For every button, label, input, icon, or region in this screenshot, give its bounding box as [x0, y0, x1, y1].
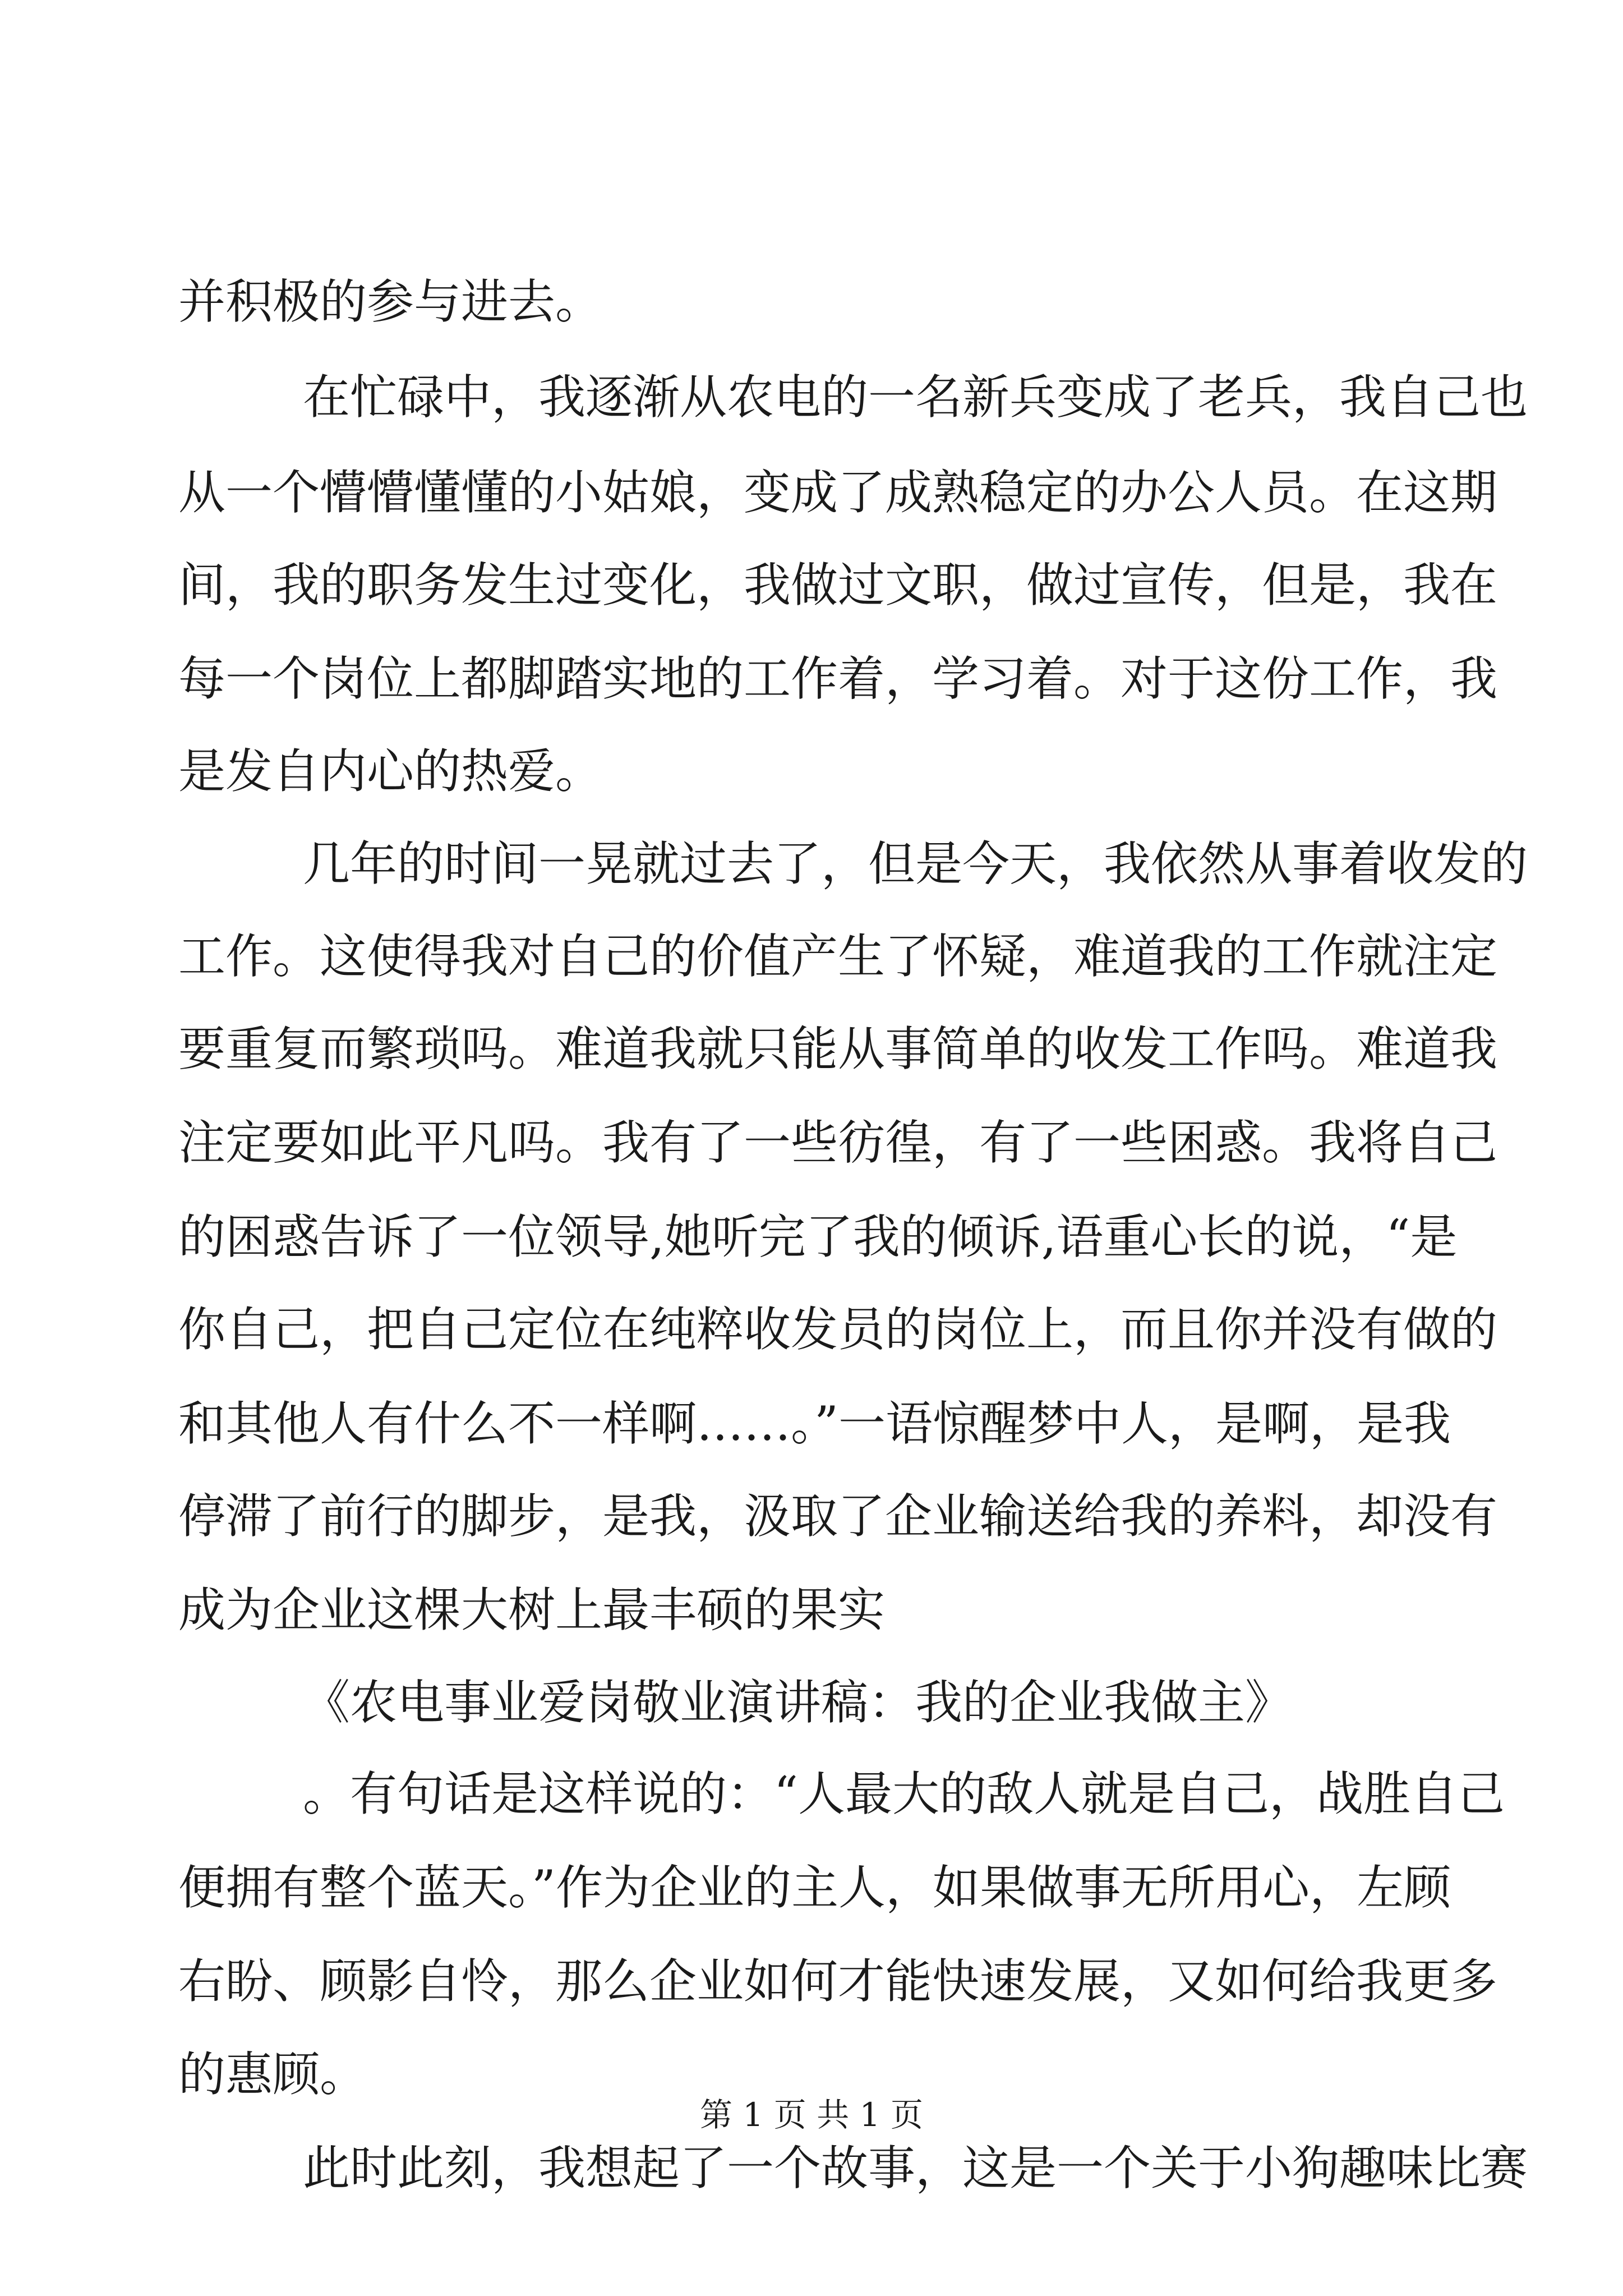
text-line: 《农电事业爱岗敬业演讲稿：我的企业我做主》 [303, 1675, 1293, 1730]
text-line: 几年的时间一晃就过去了，但是今天，我依然从事着收发的 [303, 836, 1528, 891]
text-line: 注定要如此平凡吗。我有了一些彷徨，有了一些困惑。我将自己 [178, 1115, 1498, 1170]
text-line: 你自己，把自己定位在纯粹收发员的岗位上，而且你并没有做的 [178, 1302, 1498, 1357]
text-line: 从一个懵懵懂懂的小姑娘，变成了成熟稳定的办公人员。在这期 [178, 465, 1498, 520]
text-line: 停滞了前行的脚步，是我，汲取了企业输送给我的养料，却没有 [178, 1489, 1498, 1544]
text-line: 成为企业这棵大树上最丰硕的果实 [178, 1582, 886, 1637]
text-line: 此时此刻，我想起了一个故事，这是一个关于小狗趣味比赛 [303, 2141, 1528, 2196]
text-line: 。有句话是这样说的：“人最大的敌人就是自己，战胜自己 [303, 1766, 1505, 1821]
text-line: 的困惑告诉了一位领导,她听完了我的倾诉,语重心长的说，“是 [178, 1209, 1458, 1264]
text-line: 在忙碌中，我逐渐从农电的一名新兵变成了老兵，我自己也 [303, 370, 1528, 425]
text-line: 并积极的参与进去。 [178, 274, 603, 329]
text-line: 便拥有整个蓝天。”作为企业的主人，如果做事无所用心，左顾 [178, 1860, 1451, 1915]
text-line: 间，我的职务发生过变化，我做过文职，做过宣传，但是，我在 [178, 558, 1498, 613]
text-line: 是发自内心的热爱。 [178, 744, 603, 799]
text-line: 和其他人有什么不一样啊……。”一语惊醒梦中人，是啊，是我 [178, 1396, 1451, 1451]
text-line: 右盼、顾影自怜，那么企业如何才能快速发展，又如何给我更多 [178, 1954, 1498, 2009]
page-number-footer: 第 1 页 共 1 页 [700, 2096, 923, 2134]
text-line: 每一个岗位上都脚踏实地的工作着，学习着。对于这份工作，我 [178, 651, 1498, 706]
text-line: 工作。这使得我对自己的价值产生了怀疑，难道我的工作就注定 [178, 929, 1498, 984]
text-line: 的惠顾。 [178, 2047, 367, 2102]
text-line: 要重复而繁琐吗。难道我就只能从事简单的收发工作吗。难道我 [178, 1022, 1498, 1076]
